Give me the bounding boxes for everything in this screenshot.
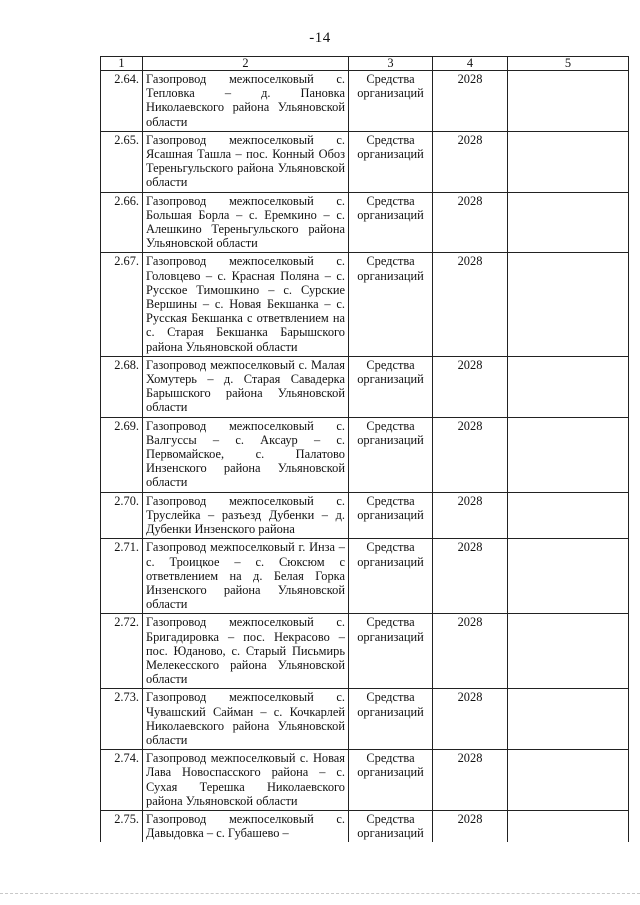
table-row xyxy=(101,131,629,192)
row-object-name: Газопровод межпоселковый с. Ясашная Ташла – пос. Конный Обоз Тереньгульского района Ульяновской области xyxy=(143,131,349,192)
row-year: 2028 xyxy=(433,750,508,811)
table-row xyxy=(101,539,629,614)
row-note xyxy=(508,750,629,811)
row-note xyxy=(508,131,629,192)
row-funding-source: Средства организаций xyxy=(349,614,433,689)
row-year: 2028 xyxy=(433,417,508,492)
row-funding-source: Средства организаций xyxy=(349,810,433,842)
gas-pipeline-table xyxy=(100,56,629,842)
row-number: 2.69. xyxy=(101,417,143,492)
table-row xyxy=(101,810,629,842)
row-note xyxy=(508,689,629,750)
row-funding-source: Средства организаций xyxy=(349,253,433,356)
row-number: 2.68. xyxy=(101,356,143,417)
row-object-name: Газопровод межпоселковый с. Малая Хомутерь – д. Старая Савадерка Барышского района Ульяновской области xyxy=(143,356,349,417)
row-number: 2.75. xyxy=(101,810,143,842)
row-funding-source: Средства организаций xyxy=(349,417,433,492)
row-object-name: Газопровод межпоселковый с. Труслейка – разъезд Дубенки – д. Дубенки Инзенского района xyxy=(143,492,349,539)
row-year: 2028 xyxy=(433,71,508,132)
row-note xyxy=(508,810,629,842)
table-row xyxy=(101,689,629,750)
table-row xyxy=(101,614,629,689)
row-object-name: Газопровод межпоселковый с. Большая Борла – с. Еремкино – с. Алешкино Тереньгульского района Ульяновской области xyxy=(143,192,349,253)
row-funding-source: Средства организаций xyxy=(349,192,433,253)
table-row xyxy=(101,192,629,253)
row-number: 2.66. xyxy=(101,192,143,253)
row-object-name: Газопровод межпоселковый с. Тепловка – д. Пановка Николаевского района Ульяновской области xyxy=(143,71,349,132)
row-object-name: Газопровод межпоселковый с. Головцево – с. Красная Поляна – с. Русское Тимошкино – с. Сурские Вершины – с. Новая Бекшанка – с. Русская Бекшанка с ответвлением на с. Старая Бекшанка Барышского района Ульяновской области xyxy=(143,253,349,356)
row-year: 2028 xyxy=(433,539,508,614)
row-object-name: Газопровод межпоселковый с. Чувашский Сайман – с. Кочкарлей Николаевского района Ульяновской области xyxy=(143,689,349,750)
row-year: 2028 xyxy=(433,810,508,842)
table-row xyxy=(101,71,629,132)
row-year: 2028 xyxy=(433,689,508,750)
row-year: 2028 xyxy=(433,614,508,689)
row-note xyxy=(508,492,629,539)
row-note xyxy=(508,614,629,689)
row-funding-source: Средства организаций xyxy=(349,71,433,132)
row-year: 2028 xyxy=(433,492,508,539)
row-note xyxy=(508,71,629,132)
row-number: 2.67. xyxy=(101,253,143,356)
column-header: 4 xyxy=(433,57,508,71)
table-header-row xyxy=(101,57,629,71)
page-number: -14 xyxy=(309,30,331,46)
row-note xyxy=(508,539,629,614)
row-note xyxy=(508,356,629,417)
row-number: 2.71. xyxy=(101,539,143,614)
row-object-name: Газопровод межпоселковый с. Бригадировка – пос. Некрасово – пос. Юданово, с. Старый Письмирь Мелекесского района Ульяновской области xyxy=(143,614,349,689)
table-row xyxy=(101,750,629,811)
row-object-name: Газопровод межпоселковый г. Инза – с. Троицкое – с. Сюксюм с ответвлением на д. Белая Горка Инзенского района Ульяновской области xyxy=(143,539,349,614)
table-row xyxy=(101,417,629,492)
row-funding-source: Средства организаций xyxy=(349,492,433,539)
row-note xyxy=(508,253,629,356)
table-row xyxy=(101,492,629,539)
row-funding-source: Средства организаций xyxy=(349,750,433,811)
row-year: 2028 xyxy=(433,253,508,356)
row-year: 2028 xyxy=(433,356,508,417)
row-note xyxy=(508,417,629,492)
table-row xyxy=(101,253,629,356)
row-number: 2.70. xyxy=(101,492,143,539)
row-funding-source: Средства организаций xyxy=(349,689,433,750)
table-row xyxy=(101,356,629,417)
row-year: 2028 xyxy=(433,131,508,192)
row-note xyxy=(508,192,629,253)
column-header: 2 xyxy=(143,57,349,71)
row-number: 2.74. xyxy=(101,750,143,811)
row-year: 2028 xyxy=(433,192,508,253)
row-funding-source: Средства организаций xyxy=(349,356,433,417)
row-funding-source: Средства организаций xyxy=(349,131,433,192)
row-number: 2.65. xyxy=(101,131,143,192)
row-number: 2.64. xyxy=(101,71,143,132)
row-object-name: Газопровод межпоселковый с. Давыдовка – с. Губашево – xyxy=(143,810,349,842)
scan-edge-line xyxy=(0,893,640,894)
row-object-name: Газопровод межпоселковый с. Валгуссы – с. Аксаур – с. Первомайское, с. Палатово Инзенского района Ульяновской области xyxy=(143,417,349,492)
column-header: 3 xyxy=(349,57,433,71)
row-funding-source: Средства организаций xyxy=(349,539,433,614)
column-header: 1 xyxy=(101,57,143,71)
row-number: 2.72. xyxy=(101,614,143,689)
column-header: 5 xyxy=(508,57,629,71)
row-number: 2.73. xyxy=(101,689,143,750)
row-object-name: Газопровод межпоселковый с. Новая Лава Новоспасского района – с. Сухая Терешка Николаевского района Ульяновской области xyxy=(143,750,349,811)
